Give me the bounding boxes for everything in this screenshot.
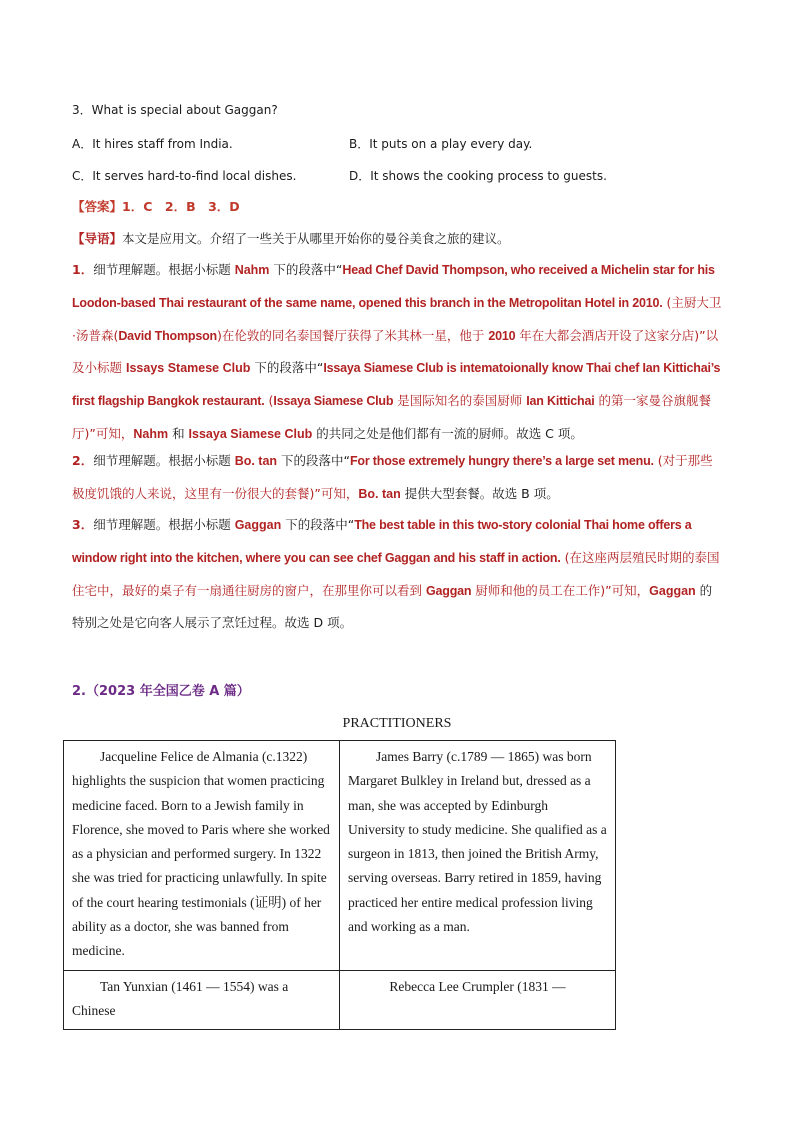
translation: 厨师和他的员工在工作)”可知， — [471, 582, 650, 598]
translation-name: Issaya Siamese Club — [273, 394, 394, 409]
answer-line — [72, 199, 240, 214]
translation: )在伦敦的同名泰国餐厅获得了米其林一星，他于 — [216, 327, 489, 343]
translation: (主厨大卫·汤普森( — [72, 294, 722, 343]
explanation-text: 下的段落中“ — [281, 517, 355, 532]
explanation-text: 下的段落中“ — [269, 262, 343, 277]
quoted-sentence: Head Chef David Thompson, who received a Michelin star for his Loodon-based Thai restaurant of the same name, opened this branch in the Metropolitan Hotel in 2010. — [72, 263, 715, 310]
explanation-2 — [72, 445, 722, 511]
table-row — [64, 970, 616, 1030]
table-cell — [340, 970, 616, 1030]
translation: (对于那些极度饥饿的人来说，这里有一份很大的套餐)”可知， — [72, 453, 713, 501]
option-a: A．It hires staff from India. — [72, 137, 233, 151]
guide-label: 【导语】 — [72, 231, 123, 246]
table-cell — [64, 741, 340, 971]
subheading-ref: Issays Stamese Club — [125, 361, 251, 376]
translation: (在这座两层殖民时期的泰国住宅中，最好的桌子有一扇通往厨房的窗户，在那里你可以看到 — [72, 549, 720, 598]
cell-text: Tan Yunxian (1461 — 1554) was a Chinese — [72, 978, 289, 1018]
subheading-ref: Nahm — [133, 426, 169, 441]
explanation-text: 和 — [168, 425, 189, 441]
option-c: C．It serves hard-to-find local dishes. — [72, 169, 297, 183]
explanation-1 — [72, 254, 722, 451]
cell-text: Rebecca Lee Crumpler (1831 — — [389, 978, 566, 994]
explanation-number: 3． — [72, 517, 94, 532]
option-b: B．It puts on a play every day. — [349, 137, 533, 151]
practitioners-table — [63, 740, 616, 1030]
explanation-text: 细节理解题。根据小标题 — [93, 517, 235, 532]
table-cell — [340, 741, 616, 971]
explanation-text: 细节理解题。根据小标题 — [93, 262, 235, 277]
explanation-text: 下的段落中“ — [250, 360, 324, 376]
subheading-ref: Issaya Siamese Club — [188, 426, 313, 441]
translation-name: Gaggan — [425, 583, 472, 598]
subheading-ref: Nahm — [234, 263, 270, 277]
subheading-ref: Bo. tan — [358, 486, 401, 501]
quoted-sentence: Issaya Siamese Club is intematoionally know Thai chef Ian Kittichai’s first flagship Bangkok restaurant. — [72, 361, 721, 409]
explanation-number: 2． — [72, 453, 94, 468]
guide-text: 本文是应用文。介绍了一些关于从哪里开始你的曼谷美食之旅的建议。 — [122, 231, 510, 246]
subheading-ref: Gaggan — [649, 583, 696, 598]
explanation-text: 提供大型套餐。故选 B 项。 — [400, 485, 559, 501]
subheading-ref: Gaggan — [234, 518, 282, 532]
explanation-text: 的特别之处是它向客人展示了烹饪过程。故选 D 项。 — [72, 582, 713, 631]
explanation-text: 下的段落中“ — [277, 453, 350, 468]
table-row — [64, 741, 616, 971]
option-d: D．It shows the cooking process to guests. — [349, 169, 607, 183]
translation: 年在大都会酒店开设了这家分店)”以及小标题 — [72, 327, 719, 376]
cell-text: Jacqueline Felice de Almania (c.1322) highlights the suspicion that women practicing medicine faced. Born to a Jewish family in Florence, she moved to Paris where she worked as a physician and performed surgery. In 1322 she was tried for practicing unlawfully. In spite of the court hearing testimonials (证明) of her ability as a doctor, she was banned from medicine. — [72, 749, 330, 959]
quoted-sentence: The best table in this two-story colonial Thai home offers a window right into the kitchen, where you can see chef Gaggan and his staff in action. — [72, 518, 692, 565]
section-heading: 2.（2023 年全国乙卷 A 篇） — [72, 684, 250, 699]
quoted-sentence: For those extremely hungry there’s a large set menu. — [350, 454, 654, 468]
answer-text: 1．C 2．B 3．D — [122, 199, 240, 214]
explanation-text: 的共同之处是他们都有一流的厨师。故选 C 项。 — [312, 425, 583, 441]
explanation-number: 1． — [72, 262, 94, 277]
explanation-text: 细节理解题。根据小标题 — [93, 453, 235, 468]
translation: ( — [264, 393, 274, 409]
table-cell — [64, 970, 340, 1030]
question-stem: 3．What is special about Gaggan? — [72, 103, 278, 117]
explanation-3 — [72, 509, 722, 639]
passage-title: PRACTITIONERS — [342, 716, 452, 731]
guide-line — [72, 231, 510, 246]
cell-text: James Barry (c.1789 — 1865) was born Margaret Bulkley in Ireland but, dressed as a man, she was accepted by Edinburgh University to study medicine. She qualified as a surgeon in 1813, then joined the British Army, serving overseas. Barry retired in 1859, having practiced her entire medical profession living and working as a man. — [348, 749, 607, 935]
translation: 的第一家曼谷旗舰餐厅)”可知， — [72, 393, 711, 441]
translation: 是国际知名的泰国厨师 — [393, 393, 527, 409]
translation-name: David Thompson — [118, 328, 217, 343]
translation-year: 2010 — [488, 328, 516, 343]
answer-label: 【答案】 — [72, 199, 123, 214]
translation-name: Ian Kittichai — [526, 394, 595, 409]
subheading-ref: Bo. tan — [234, 454, 278, 468]
